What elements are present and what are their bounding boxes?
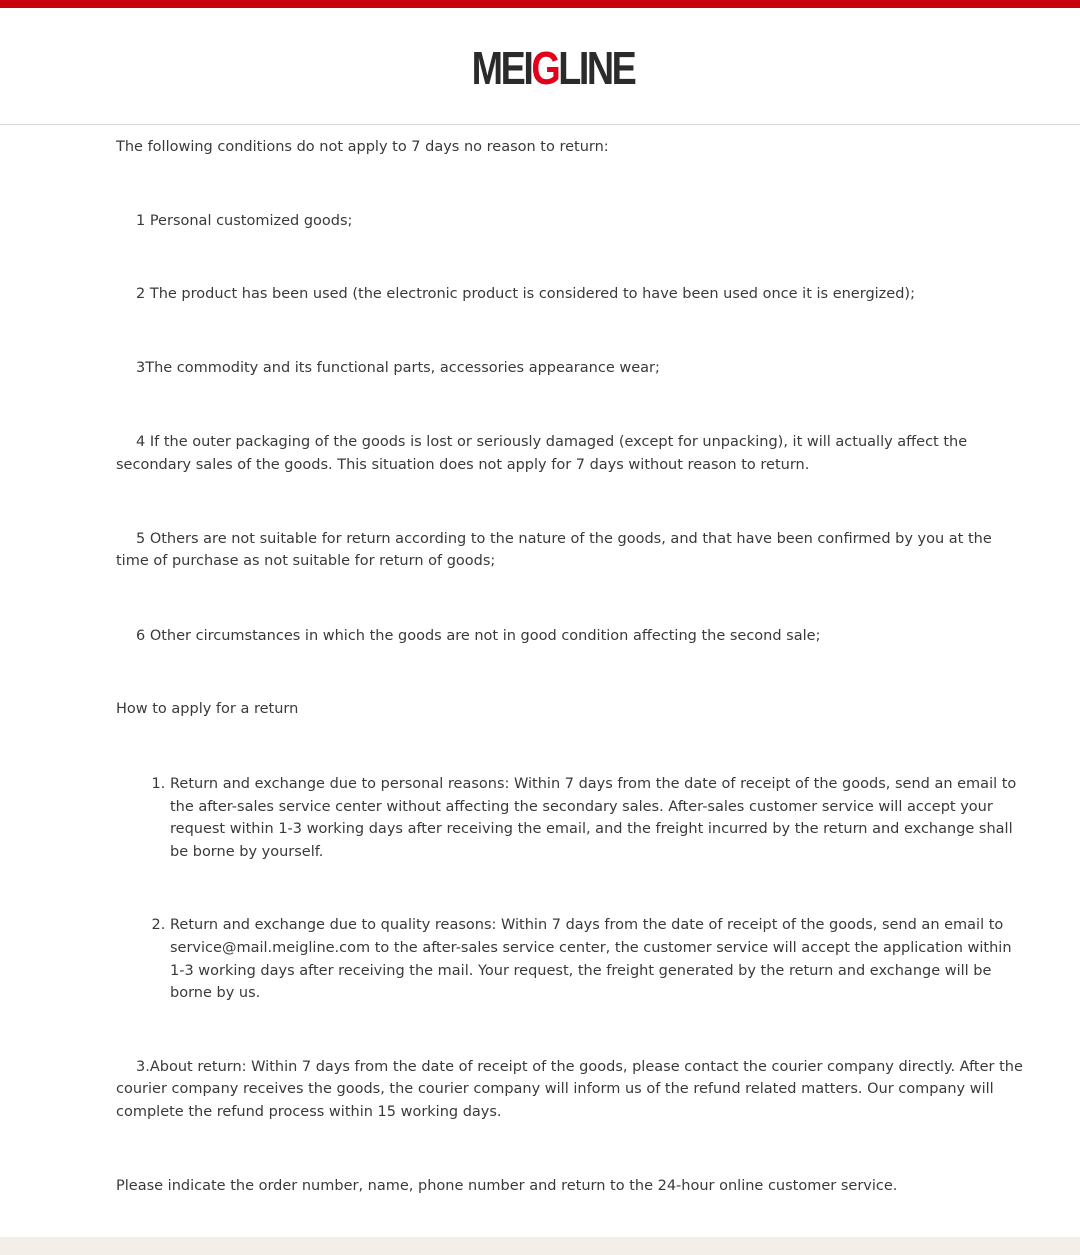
condition-item: 6 Other circumstances in which the goods are not in good condition affecting the second sale;: [136, 627, 821, 644]
condition-item: 1 Personal customized goods;: [136, 212, 353, 229]
brand-logo[interactable]: [121, 44, 985, 92]
how-to-return-steps: [116, 773, 1026, 1005]
logo-text-accent: G: [531, 42, 559, 94]
condition-item: 3The commodity and its functional parts, accessories appearance wear;: [136, 359, 660, 376]
logo-text-part2: LINE: [558, 42, 635, 94]
list-item: 1. Return and exchange due to personal reasons: Within 7 days from the date of receipt of the goods, send an email to the after-sales service center without affecting the secondary sales. After-sales customer service will accept your request within 1-3 working days after receiving the email, and the freight incurred by the return and exchange shall be borne by yourself.: [170, 773, 1026, 863]
about-return-text: 3.About return: Within 7 days from the date of receipt of the goods, please contact the courier company directly. After the courier company receives the goods, the courier company will inform us of the refund related matters. Our company will complete the refund process within 15 working days.: [116, 1058, 1023, 1120]
condition-item: 4 If the outer packaging of the goods is lost or seriously damaged (except for unpacking), it will actually affect the secondary sales of the goods. This situation does not apply for 7 days without reason to return.: [116, 434, 968, 473]
top-accent-bar: [0, 0, 1080, 8]
policy-intro: The following conditions do not apply to 7 days no reason to return:: [116, 139, 609, 155]
condition-item: 2 The product has been used (the electronic product is considered to have been used once it is energized);: [136, 286, 915, 303]
logo-text-part1: MEI: [471, 42, 532, 94]
site-header: [0, 8, 1080, 125]
how-to-return-heading: How to apply for a return: [116, 701, 299, 718]
list-item: 2. Return and exchange due to quality reasons: Within 7 days from the date of receipt of the goods, send an email to service@mail.meigline.com to the after-sales service center, the customer service will accept the application within 1-3 working days after receiving the mail. Your request, the freight generated by the return and exchange will be borne by us.: [170, 914, 1026, 1004]
return-policy-content: [116, 124, 1026, 1198]
condition-item: 5 Others are not suitable for return according to the nature of the goods, and that have been confirmed by you at the time of purchase as not suitable for return of goods;: [116, 530, 992, 570]
footer-strip: [0, 1237, 1080, 1255]
closing-note: Please indicate the order number, name, phone number and return to the 24-hour online customer service.: [116, 1178, 898, 1195]
